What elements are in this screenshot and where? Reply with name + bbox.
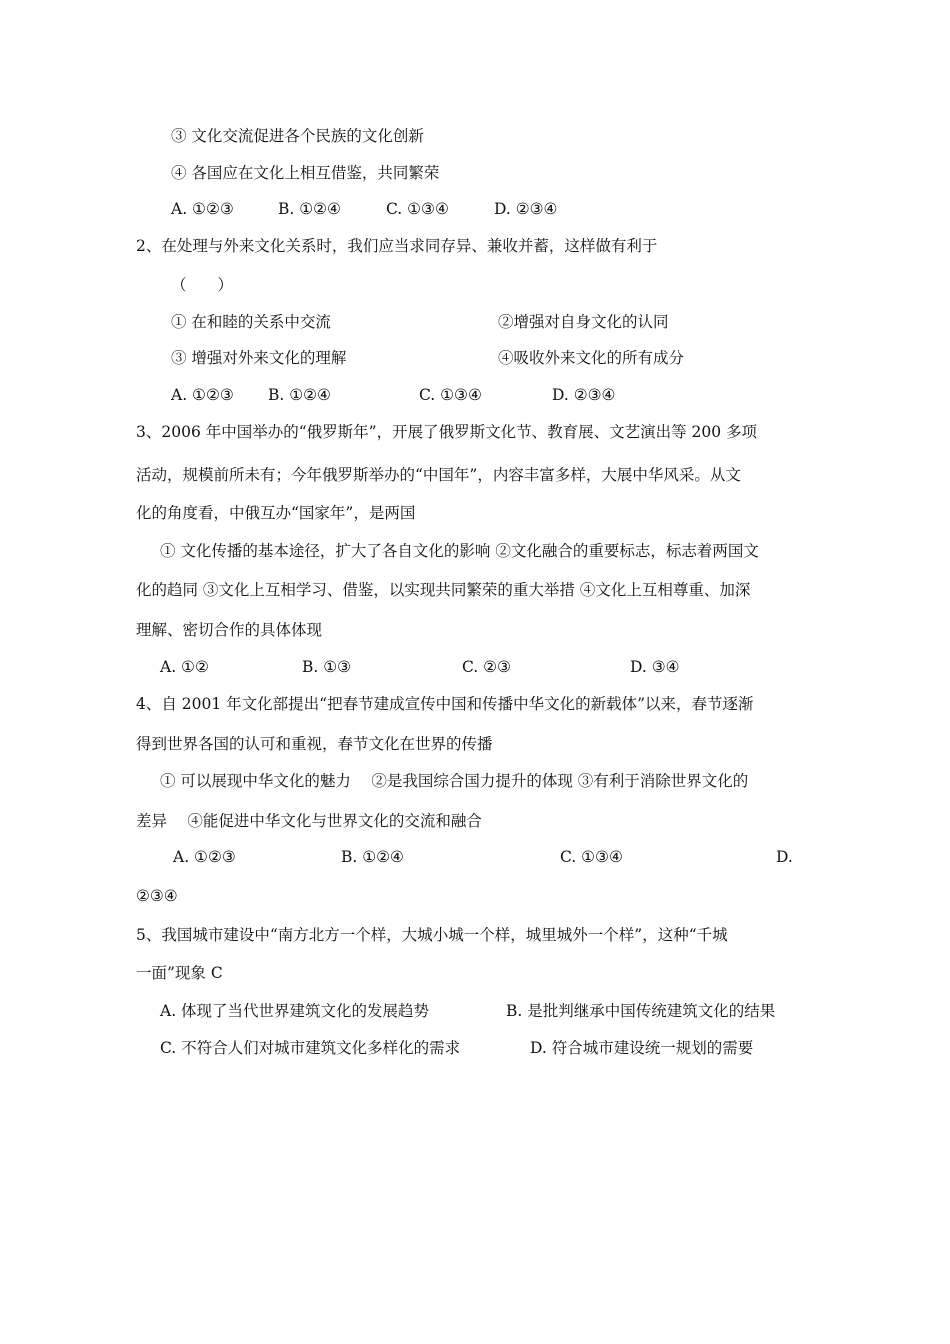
- q3-statements-line-1: ① 文化传播的基本途径，扩大了各自文化的影响 ②文化融合的重要标志，标志着两国文: [160, 542, 759, 560]
- q3-option-a: A. ①②: [160, 658, 209, 676]
- q3-stem-line-2: 活动，规模前所未有；今年俄罗斯举办的“中国年”，内容丰富多样，大展中华风采。从文: [136, 466, 741, 484]
- q3-stem-line-1: 3、2006 年中国举办的“俄罗斯年”，开展了俄罗斯文化节、教育展、文艺演出等 200 多项: [136, 423, 758, 441]
- q5-option-b: B. 是批判继承中国传统建筑文化的结果: [506, 1002, 776, 1020]
- q4-option-d-value: ②③④: [136, 887, 178, 905]
- q5-option-d: D. 符合城市建设统一规划的需要: [530, 1039, 754, 1057]
- q4-option-d: D.: [776, 848, 793, 866]
- q2-stem: 2、在处理与外来文化关系时，我们应当求同存异、兼收并蓄，这样做有利于: [136, 237, 658, 255]
- q1-option-b: B. ①②④: [278, 200, 341, 218]
- q4-option-c: C. ①③④: [560, 848, 623, 866]
- q2-statement-3: ③ 增强对外来文化的理解: [171, 349, 347, 367]
- q4-option-b: B. ①②④: [341, 848, 404, 866]
- q3-statements-line-2: 化的趋同 ③文化上互相学习、借鉴，以实现共同繁荣的重大举措 ④文化上互相尊重、加深: [136, 581, 751, 599]
- q1-option-c: C. ①③④: [386, 200, 449, 218]
- q4-option-a: A. ①②③: [173, 848, 236, 866]
- q3-stem-line-3: 化的角度看，中俄互办“国家年”，是两国: [136, 504, 416, 522]
- q1-statement-3: ③ 文化交流促进各个民族的文化创新: [171, 127, 424, 145]
- q4-statements-line-1: ① 可以展现中华文化的魅力 ②是我国综合国力提升的体现 ③有利于消除世界文化的: [160, 772, 749, 790]
- q2-option-a: A. ①②③: [171, 386, 234, 404]
- q4-stem-line-1: 4、自 2001 年文化部提出“把春节建成宣传中国和传播中华文化的新载体”以来，春节逐渐: [136, 695, 754, 713]
- q3-statements-line-3: 理解、密切合作的具体体现: [136, 621, 323, 639]
- q4-stem-line-2: 得到世界各国的认可和重视，春节文化在世界的传播: [136, 735, 493, 753]
- q2-option-d: D. ②③④: [552, 386, 616, 404]
- q1-option-a: A. ①②③: [171, 200, 234, 218]
- q2-statement-4: ④吸收外来文化的所有成分: [498, 349, 685, 367]
- q2-option-b: B. ①②④: [268, 386, 331, 404]
- q5-option-a: A. 体现了当代世界建筑文化的发展趋势: [160, 1002, 430, 1020]
- q3-option-d: D. ③④: [630, 658, 680, 676]
- q5-option-c: C. 不符合人们对城市建筑文化多样化的需求: [160, 1039, 461, 1057]
- q5-stem-line-1: 5、我国城市建设中“南方北方一个样，大城小城一个样，城里城外一个样”，这种“千城: [136, 926, 728, 944]
- q2-option-c: C. ①③④: [419, 386, 482, 404]
- q1-option-d: D. ②③④: [494, 200, 558, 218]
- q3-option-b: B. ①③: [302, 658, 352, 676]
- q1-statement-4: ④ 各国应在文化上相互借鉴，共同繁荣: [171, 164, 440, 182]
- q3-option-c: C. ②③: [462, 658, 511, 676]
- q2-statement-2: ②增强对自身文化的认同: [498, 313, 669, 331]
- q2-statement-1: ① 在和睦的关系中交流: [171, 313, 331, 331]
- q5-stem-line-2: 一面”现象 C: [136, 964, 223, 982]
- q2-answer-blank: （ ）: [171, 276, 234, 294]
- q4-statements-line-2: 差异 ④能促进中华文化与世界文化的交流和融合: [136, 812, 482, 830]
